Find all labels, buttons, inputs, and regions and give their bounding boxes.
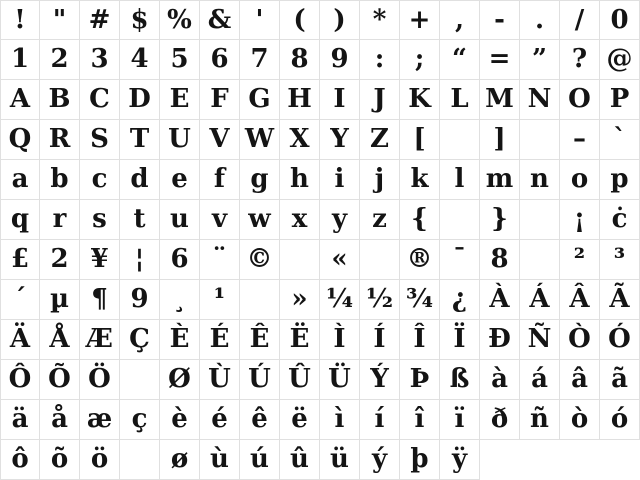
glyph-cell[interactable]: Ã	[600, 280, 640, 320]
glyph-cell[interactable]: F	[200, 80, 240, 120]
glyph-cell[interactable]: M	[480, 80, 520, 120]
glyph-cell[interactable]: 1	[0, 40, 40, 80]
glyph-cell[interactable]: ý	[360, 440, 400, 480]
glyph-cell-empty[interactable]	[520, 240, 560, 280]
glyph-cell[interactable]: )	[320, 0, 360, 40]
glyph-cell[interactable]: $	[120, 0, 160, 40]
glyph-cell[interactable]: é	[200, 400, 240, 440]
glyph-cell[interactable]: @	[600, 40, 640, 80]
glyph-cell[interactable]: ó	[600, 400, 640, 440]
glyph-cell[interactable]: ¾	[400, 280, 440, 320]
glyph-cell[interactable]: â	[560, 360, 600, 400]
glyph-cell[interactable]: õ	[40, 440, 80, 480]
glyph-cell[interactable]: Ê	[240, 320, 280, 360]
glyph-cell[interactable]: û	[280, 440, 320, 480]
glyph-cell[interactable]: Ë	[280, 320, 320, 360]
glyph-cell[interactable]: ¿	[440, 280, 480, 320]
glyph-cell[interactable]: æ	[80, 400, 120, 440]
glyph-cell[interactable]: ¡	[560, 200, 600, 240]
glyph-cell[interactable]: P	[600, 80, 640, 120]
glyph-cell[interactable]: ø	[160, 440, 200, 480]
glyph-cell[interactable]: [	[400, 120, 440, 160]
glyph-cell[interactable]: 2	[40, 40, 80, 80]
glyph-cell[interactable]: ?	[560, 40, 600, 80]
glyph-cell[interactable]: 8	[480, 240, 520, 280]
glyph-cell-empty[interactable]	[280, 240, 320, 280]
glyph-cell[interactable]: ¸	[160, 280, 200, 320]
glyph-cell[interactable]: Í	[360, 320, 400, 360]
glyph-cell-empty[interactable]	[440, 200, 480, 240]
glyph-cell[interactable]: è	[160, 400, 200, 440]
glyph-cell[interactable]: 6	[200, 40, 240, 80]
glyph-cell-empty[interactable]	[520, 120, 560, 160]
glyph-cell[interactable]: +	[400, 0, 440, 40]
glyph-cell[interactable]: p	[600, 160, 640, 200]
glyph-cell[interactable]: L	[440, 80, 480, 120]
glyph-cell[interactable]: N	[520, 80, 560, 120]
glyph-cell[interactable]: f	[200, 160, 240, 200]
glyph-cell[interactable]: ”	[520, 40, 560, 80]
glyph-cell[interactable]: w	[240, 200, 280, 240]
glyph-cell[interactable]: W	[240, 120, 280, 160]
glyph-cell[interactable]: ß	[440, 360, 480, 400]
glyph-cell[interactable]: ċ	[600, 200, 640, 240]
glyph-cell[interactable]: ]	[480, 120, 520, 160]
glyph-cell[interactable]: 8	[280, 40, 320, 80]
glyph-cell[interactable]: ½	[360, 280, 400, 320]
glyph-cell[interactable]: m	[480, 160, 520, 200]
glyph-cell[interactable]: X	[280, 120, 320, 160]
glyph-cell[interactable]: Ô	[0, 360, 40, 400]
glyph-cell-empty[interactable]	[360, 240, 400, 280]
glyph-cell[interactable]: '	[240, 0, 280, 40]
glyph-cell[interactable]: j	[360, 160, 400, 200]
glyph-cell-empty[interactable]	[120, 360, 160, 400]
glyph-cell[interactable]: ã	[600, 360, 640, 400]
glyph-cell[interactable]: e	[160, 160, 200, 200]
glyph-cell[interactable]: ¹	[200, 280, 240, 320]
glyph-cell[interactable]: Ø	[160, 360, 200, 400]
glyph-cell[interactable]: ®	[400, 240, 440, 280]
glyph-cell[interactable]: ò	[560, 400, 600, 440]
glyph-cell[interactable]: Â	[560, 280, 600, 320]
glyph-cell[interactable]: ³	[600, 240, 640, 280]
glyph-cell[interactable]: ;	[400, 40, 440, 80]
glyph-cell[interactable]: þ	[400, 440, 440, 480]
glyph-cell[interactable]: n	[520, 160, 560, 200]
glyph-cell[interactable]: a	[0, 160, 40, 200]
glyph-cell[interactable]: o	[560, 160, 600, 200]
glyph-cell[interactable]: Ö	[80, 360, 120, 400]
glyph-cell[interactable]: »	[280, 280, 320, 320]
glyph-cell[interactable]: Æ	[80, 320, 120, 360]
glyph-cell[interactable]: ü	[320, 440, 360, 480]
glyph-cell[interactable]: y	[320, 200, 360, 240]
glyph-cell[interactable]: «	[320, 240, 360, 280]
glyph-cell[interactable]: J	[360, 80, 400, 120]
glyph-cell[interactable]: ¨	[200, 240, 240, 280]
glyph-cell[interactable]: À	[480, 280, 520, 320]
glyph-cell[interactable]: r	[40, 200, 80, 240]
glyph-cell[interactable]: á	[520, 360, 560, 400]
glyph-cell[interactable]: ©	[240, 240, 280, 280]
glyph-cell[interactable]: 3	[80, 40, 120, 80]
glyph-cell[interactable]: ¶	[80, 280, 120, 320]
glyph-cell[interactable]: 0	[600, 0, 640, 40]
glyph-cell[interactable]: .	[520, 0, 560, 40]
glyph-cell-empty[interactable]	[120, 440, 160, 480]
glyph-cell[interactable]: ú	[240, 440, 280, 480]
glyph-cell[interactable]: t	[120, 200, 160, 240]
glyph-cell[interactable]: 5	[160, 40, 200, 80]
glyph-cell[interactable]: Ð	[480, 320, 520, 360]
glyph-cell[interactable]: 4	[120, 40, 160, 80]
glyph-cell[interactable]: !	[0, 0, 40, 40]
glyph-cell[interactable]: U	[160, 120, 200, 160]
glyph-cell[interactable]: g	[240, 160, 280, 200]
glyph-cell[interactable]: Õ	[40, 360, 80, 400]
glyph-cell[interactable]: Y	[320, 120, 360, 160]
glyph-cell[interactable]: }	[480, 200, 520, 240]
glyph-cell[interactable]: Ú	[240, 360, 280, 400]
glyph-cell[interactable]: 9	[120, 280, 160, 320]
glyph-cell[interactable]: H	[280, 80, 320, 120]
glyph-cell[interactable]: 6	[160, 240, 200, 280]
glyph-cell-empty[interactable]	[240, 280, 280, 320]
glyph-cell[interactable]: l	[440, 160, 480, 200]
glyph-cell[interactable]: -	[480, 0, 520, 40]
glyph-cell[interactable]: Ù	[200, 360, 240, 400]
glyph-cell[interactable]: k	[400, 160, 440, 200]
glyph-cell[interactable]: ,	[440, 0, 480, 40]
glyph-cell[interactable]: #	[80, 0, 120, 40]
glyph-cell[interactable]: E	[160, 80, 200, 120]
glyph-cell[interactable]: í	[360, 400, 400, 440]
glyph-cell[interactable]: ¦	[120, 240, 160, 280]
glyph-cell[interactable]: 2	[40, 240, 80, 280]
glyph-cell[interactable]: Ä	[0, 320, 40, 360]
glyph-cell[interactable]: C	[80, 80, 120, 120]
glyph-cell[interactable]: (	[280, 0, 320, 40]
glyph-cell[interactable]: d	[120, 160, 160, 200]
glyph-cell[interactable]: i	[320, 160, 360, 200]
glyph-cell[interactable]: V	[200, 120, 240, 160]
glyph-cell[interactable]: v	[200, 200, 240, 240]
glyph-cell[interactable]: ä	[0, 400, 40, 440]
glyph-cell[interactable]: ²	[560, 240, 600, 280]
glyph-cell[interactable]: Ó	[600, 320, 640, 360]
glyph-cell[interactable]: Ñ	[520, 320, 560, 360]
glyph-cell[interactable]: x	[280, 200, 320, 240]
glyph-cell[interactable]: q	[0, 200, 40, 240]
glyph-cell[interactable]: T	[120, 120, 160, 160]
glyph-cell[interactable]: `	[600, 120, 640, 160]
glyph-cell[interactable]: :	[360, 40, 400, 80]
glyph-cell[interactable]: É	[200, 320, 240, 360]
glyph-cell[interactable]: z	[360, 200, 400, 240]
glyph-cell[interactable]: S	[80, 120, 120, 160]
glyph-cell[interactable]: u	[160, 200, 200, 240]
glyph-cell[interactable]: Ò	[560, 320, 600, 360]
glyph-cell[interactable]: G	[240, 80, 280, 120]
glyph-cell[interactable]: Ï	[440, 320, 480, 360]
glyph-cell[interactable]: c	[80, 160, 120, 200]
glyph-cell[interactable]: B	[40, 80, 80, 120]
glyph-cell[interactable]: –	[560, 120, 600, 160]
glyph-cell[interactable]: Ç	[120, 320, 160, 360]
glyph-cell[interactable]: ¼	[320, 280, 360, 320]
glyph-cell[interactable]: Ü	[320, 360, 360, 400]
glyph-cell[interactable]: ì	[320, 400, 360, 440]
glyph-cell[interactable]: *	[360, 0, 400, 40]
glyph-cell[interactable]: ð	[480, 400, 520, 440]
glyph-cell[interactable]: 9	[320, 40, 360, 80]
glyph-cell[interactable]: O	[560, 80, 600, 120]
glyph-cell[interactable]: ¯	[440, 240, 480, 280]
glyph-cell[interactable]: à	[480, 360, 520, 400]
glyph-cell[interactable]: “	[440, 40, 480, 80]
glyph-cell[interactable]: ñ	[520, 400, 560, 440]
glyph-cell[interactable]: b	[40, 160, 80, 200]
glyph-cell[interactable]: ¥	[80, 240, 120, 280]
glyph-cell[interactable]: ï	[440, 400, 480, 440]
glyph-cell[interactable]: %	[160, 0, 200, 40]
glyph-cell[interactable]: È	[160, 320, 200, 360]
glyph-cell[interactable]: {	[400, 200, 440, 240]
glyph-cell[interactable]: "	[40, 0, 80, 40]
glyph-cell[interactable]: /	[560, 0, 600, 40]
glyph-cell[interactable]: ´	[0, 280, 40, 320]
glyph-cell[interactable]: D	[120, 80, 160, 120]
glyph-cell[interactable]: å	[40, 400, 80, 440]
glyph-cell[interactable]: Î	[400, 320, 440, 360]
glyph-cell[interactable]: ö	[80, 440, 120, 480]
glyph-cell[interactable]: =	[480, 40, 520, 80]
glyph-cell[interactable]: Á	[520, 280, 560, 320]
glyph-cell[interactable]: Ý	[360, 360, 400, 400]
glyph-cell[interactable]: µ	[40, 280, 80, 320]
glyph-cell[interactable]: ô	[0, 440, 40, 480]
glyph-cell[interactable]: Þ	[400, 360, 440, 400]
glyph-cell[interactable]: Û	[280, 360, 320, 400]
glyph-cell[interactable]: A	[0, 80, 40, 120]
glyph-cell[interactable]: s	[80, 200, 120, 240]
glyph-cell[interactable]: Z	[360, 120, 400, 160]
glyph-cell[interactable]: Å	[40, 320, 80, 360]
glyph-cell[interactable]: î	[400, 400, 440, 440]
glyph-cell[interactable]: Q	[0, 120, 40, 160]
glyph-cell[interactable]: I	[320, 80, 360, 120]
glyph-cell[interactable]: ù	[200, 440, 240, 480]
glyph-cell[interactable]: h	[280, 160, 320, 200]
glyph-cell-empty[interactable]	[520, 200, 560, 240]
glyph-cell-empty[interactable]	[440, 120, 480, 160]
glyph-cell[interactable]: ÿ	[440, 440, 480, 480]
glyph-cell[interactable]: 7	[240, 40, 280, 80]
glyph-cell[interactable]: ê	[240, 400, 280, 440]
glyph-cell[interactable]: ç	[120, 400, 160, 440]
glyph-cell[interactable]: Ì	[320, 320, 360, 360]
glyph-cell[interactable]: ë	[280, 400, 320, 440]
glyph-cell[interactable]: R	[40, 120, 80, 160]
glyph-cell[interactable]: £	[0, 240, 40, 280]
glyph-cell[interactable]: K	[400, 80, 440, 120]
glyph-cell[interactable]: &	[200, 0, 240, 40]
